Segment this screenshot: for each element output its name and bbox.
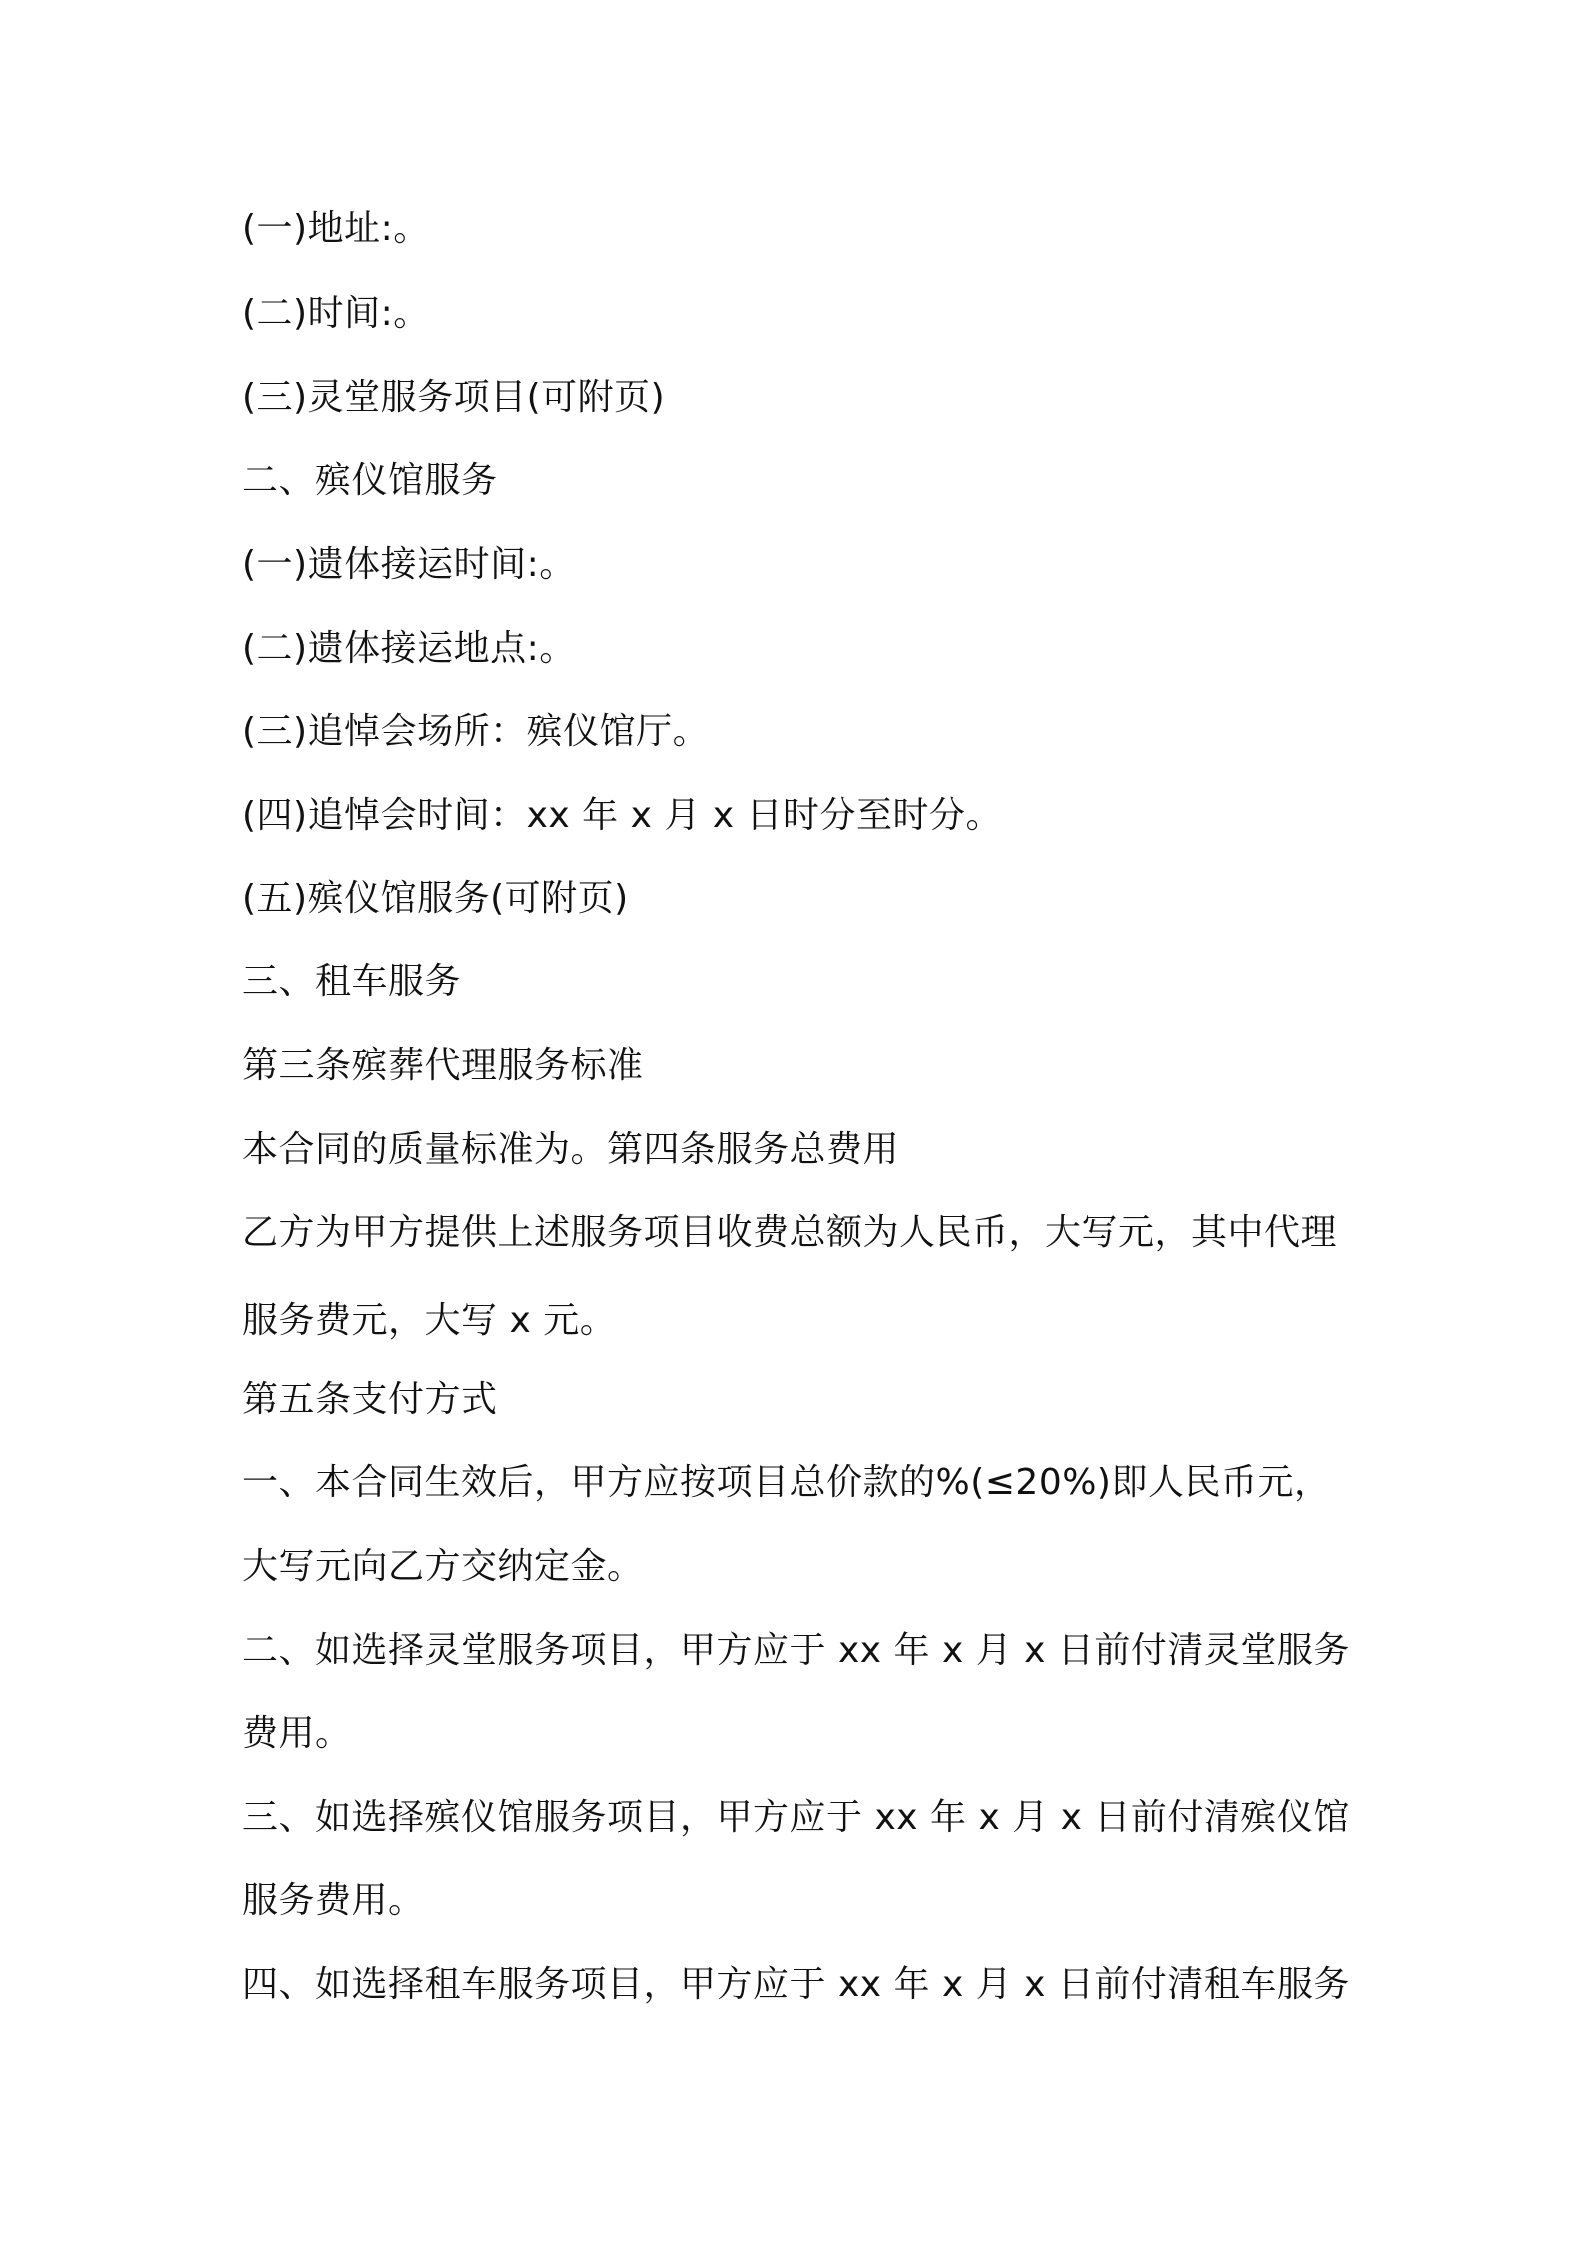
section-heading: 三、租车服务 bbox=[242, 961, 462, 1002]
article-heading: 第三条殡葬代理服务标准 bbox=[242, 1045, 644, 1086]
text-line: (二)时间:。 bbox=[242, 293, 430, 334]
paragraph-line: 三、如选择殡仪馆服务项目，甲方应于 xx 年 x 月 x 日前付清殡仪馆 bbox=[242, 1797, 1350, 1838]
text-line: (一)地址:。 bbox=[242, 208, 430, 249]
article-heading: 第五条支付方式 bbox=[242, 1379, 498, 1420]
paragraph-line: 一、本合同生效后，甲方应按项目总价款的%(≤20%)即人民币元， bbox=[242, 1462, 1331, 1503]
paragraph-line: 服务费用。 bbox=[242, 1880, 425, 1921]
text-line: 本合同的质量标准为。第四条服务总费用 bbox=[242, 1129, 900, 1170]
paragraph-line: 费用。 bbox=[242, 1713, 352, 1754]
text-line: (一)遗体接运时间:。 bbox=[242, 544, 576, 585]
paragraph-line: 乙方为甲方提供上述服务项目收费总额为人民币，大写元，其中代理 bbox=[242, 1212, 1338, 1253]
text-line: (三)追悼会场所：殡仪馆厅。 bbox=[242, 711, 710, 752]
section-heading: 二、殡仪馆服务 bbox=[242, 460, 498, 501]
text-line: (二)遗体接运地点:。 bbox=[242, 628, 576, 669]
text-line: (四)追悼会时间：xx 年 x 月 x 日时分至时分。 bbox=[242, 795, 1003, 836]
text-line: (三)灵堂服务项目(可附页) bbox=[242, 377, 666, 418]
text-line: (五)殡仪馆服务(可附页) bbox=[242, 878, 629, 919]
paragraph-line: 四、如选择租车服务项目，甲方应于 xx 年 x 月 x 日前付清租车服务 bbox=[242, 1964, 1350, 2005]
paragraph-line: 大写元向乙方交纳定金。 bbox=[242, 1546, 644, 1587]
paragraph-line: 二、如选择灵堂服务项目，甲方应于 xx 年 x 月 x 日前付清灵堂服务 bbox=[242, 1630, 1350, 1671]
paragraph-line: 服务费元，大写 x 元。 bbox=[242, 1300, 617, 1341]
